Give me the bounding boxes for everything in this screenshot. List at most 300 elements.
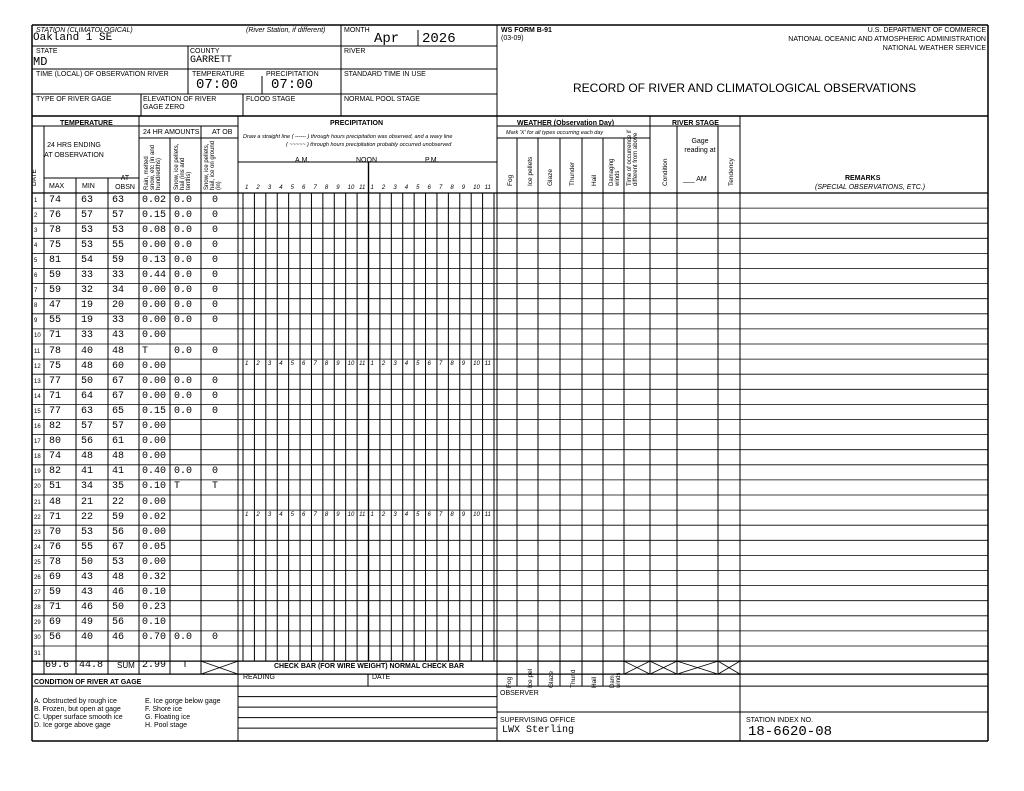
hrs-ending-header: 24 HRS ENDING AT OBSERVATION [44, 142, 104, 159]
row-date: 8 [34, 303, 38, 310]
hour-label: 6 [302, 185, 306, 191]
row-snow: T [174, 481, 181, 493]
row-min: 63 [81, 194, 94, 206]
hour-label: 3 [267, 512, 272, 519]
hour-label: 10 [473, 512, 480, 519]
hour-label: 6 [427, 512, 431, 519]
remarks-subheader: (SPECIAL OBSERVATIONS, ETC.) [815, 184, 926, 191]
row-rain: 0.02 [142, 511, 167, 523]
hour-label: 6 [302, 361, 306, 368]
row-snow-ground: 0 [212, 224, 219, 236]
condition-legend-right [145, 698, 221, 730]
row-rain: 0.05 [142, 541, 167, 553]
row-min: 33 [81, 270, 94, 281]
precipitation-time: 07:00 [271, 77, 314, 93]
row-min: 48 [81, 451, 94, 463]
row-date: 29 [34, 620, 41, 627]
hour-label: 1 [370, 361, 374, 368]
row-max: 59 [49, 270, 62, 281]
hour-label: 10 [347, 185, 355, 191]
row-snow-ground: 0 [212, 390, 219, 402]
hour-label: 10 [347, 361, 355, 368]
row-at-obsn: 67 [112, 375, 125, 387]
row-min: 50 [81, 556, 94, 568]
row-date: 1 [34, 197, 38, 204]
remarks-header: REMARKS [845, 175, 881, 182]
hour-label: 11 [484, 185, 491, 191]
at-ob-header: AT OB [212, 129, 233, 136]
row-at-obsn: 67 [112, 541, 125, 553]
row-max: 48 [49, 496, 62, 508]
row-date: 30 [34, 635, 41, 642]
standard-time-label: STANDARD TIME IN USE [344, 71, 426, 78]
legend-item: E. Ice gorge below gage [145, 698, 221, 705]
row-min: 33 [81, 330, 94, 342]
snow-ice-header: Snow, ice pellets, hail (ins and tenths) [174, 143, 192, 190]
sum-snow: T [182, 660, 189, 671]
snow-ground-header: Snow, ice pellets, hail, ice on ground (in) [204, 140, 222, 190]
row-at-obsn: 20 [112, 300, 125, 312]
row-rain: T [142, 345, 149, 357]
check-bar-label: CHECK BAR (FOR WIRE WEIGHT) NORMAL CHECK BAR [274, 663, 465, 670]
temperature-time: 07:00 [196, 77, 239, 93]
record-title: RECORD OF RIVER AND CLIMATOLOGICAL OBSERVATIONS [573, 81, 917, 95]
hour-label: 4 [404, 185, 409, 191]
row-at-obsn: 46 [112, 587, 125, 599]
hour-label: 4 [279, 512, 283, 519]
row-at-obsn: 59 [112, 511, 125, 523]
gage-am-header: ___ AM [683, 176, 707, 183]
hour-label: 7 [438, 185, 443, 191]
row-min: 53 [81, 239, 94, 251]
county-label: COUNTY [190, 48, 220, 55]
row-snow-ground: 0 [212, 345, 219, 357]
hour-label: 5 [290, 185, 294, 191]
row-rain: 0.00 [142, 436, 167, 448]
row-max: 81 [49, 254, 62, 266]
row-date: 14 [34, 393, 41, 400]
row-max: 77 [49, 405, 62, 417]
hour-label: 6 [427, 185, 431, 191]
river-stage-header: RIVER STAGE [672, 120, 719, 127]
row-min: 57 [81, 209, 94, 221]
hour-label: 11 [359, 185, 366, 191]
weather-header: WEATHER (Observation Day) [517, 120, 615, 127]
hour-label: 8 [324, 361, 329, 368]
legend-item: C. Upper surface smooth ice [34, 714, 123, 721]
row-min: 46 [81, 602, 94, 614]
row-date: 16 [34, 424, 41, 430]
hour-label: 7 [313, 512, 317, 519]
row-min: 22 [81, 511, 94, 523]
hour-label: 5 [290, 512, 294, 519]
row-date: 13 [34, 378, 41, 385]
row-max: 75 [49, 360, 62, 372]
hour-label: 4 [404, 512, 409, 519]
condition-legend-left [34, 698, 123, 730]
year-value: 2026 [422, 31, 456, 47]
row-at-obsn: 22 [112, 496, 125, 508]
row-min: 64 [81, 390, 94, 402]
row-rain: 0.15 [142, 405, 167, 417]
row-max: 76 [49, 541, 62, 553]
hour-label: 10 [347, 512, 355, 519]
row-snow: 0.0 [174, 632, 193, 644]
at-obsn-header: AT OBSN [115, 175, 135, 191]
supervising-value: LWX Sterling [502, 725, 575, 736]
hour-label: 9 [336, 185, 340, 191]
hour-label: 5 [416, 361, 420, 368]
max-header: MAX [49, 183, 65, 190]
row-date: 6 [34, 273, 38, 279]
hour-label: 7 [313, 185, 317, 191]
row-rain: 0.40 [142, 466, 167, 478]
row-rain: 0.70 [142, 632, 167, 644]
row-snow: 0.0 [174, 224, 193, 236]
row-at-obsn: 50 [112, 602, 125, 614]
row-rain: 0.10 [142, 587, 167, 599]
row-snow: 0.0 [174, 315, 193, 327]
precipitation-label: PRECIPITATION [266, 71, 319, 78]
state-value: MD [33, 55, 48, 69]
summary-ice-pel: Ice pel [527, 668, 534, 688]
row-min: 40 [81, 632, 94, 644]
state-label: STATE [36, 48, 58, 55]
row-date: 20 [34, 484, 41, 491]
row-max: 59 [49, 587, 62, 599]
legend-item: G. Floating ice [145, 714, 191, 721]
legend-item: B. Frozen, but open at gage [34, 706, 121, 713]
hour-label: 8 [450, 185, 454, 191]
avg-min: 44.8 [79, 660, 104, 671]
row-max: 74 [49, 451, 62, 463]
row-snow-ground: 0 [212, 285, 219, 297]
am-header: A.M. [295, 157, 310, 164]
row-at-obsn: 65 [112, 405, 125, 417]
row-rain: 0.32 [142, 572, 167, 583]
date-header: DATE [31, 169, 38, 186]
row-max: 76 [49, 209, 62, 221]
row-at-obsn: 59 [112, 254, 125, 266]
row-max: 78 [49, 345, 62, 357]
row-min: 21 [81, 496, 94, 508]
row-max: 71 [49, 511, 62, 523]
row-max: 71 [49, 330, 62, 342]
row-max: 74 [49, 194, 62, 206]
type-gage-label: TYPE OF RIVER GAGE [36, 96, 112, 103]
row-at-obsn: 67 [112, 390, 125, 402]
row-at-obsn: 57 [112, 209, 125, 221]
legend-item: F. Shore ice [145, 706, 182, 713]
row-snow: 0.0 [174, 209, 193, 221]
hour-label: 7 [313, 361, 317, 368]
hour-label: 3 [267, 185, 272, 191]
row-rain: 0.00 [142, 239, 167, 251]
hour-label: 2 [256, 185, 260, 191]
row-max: 70 [49, 526, 62, 538]
summary-date-label: DATE [372, 674, 391, 681]
hour-label: 9 [336, 361, 340, 368]
amounts-24hr-header: 24 HR AMOUNTS [143, 129, 200, 136]
hour-label: 2 [381, 512, 386, 519]
form-date: (03-09) [501, 35, 524, 42]
row-rain: 0.00 [142, 300, 167, 312]
row-snow-ground: 0 [212, 254, 219, 266]
pm-header: P.M. [425, 157, 439, 164]
row-snow: 0.0 [174, 239, 193, 251]
river-label: RIVER [344, 48, 366, 55]
row-min: 53 [81, 224, 94, 236]
row-rain: 0.23 [142, 602, 167, 614]
ice-pellets-header: Ice pellets [527, 156, 534, 186]
row-snow: 0.0 [174, 254, 193, 266]
row-rain: 0.00 [142, 315, 167, 327]
row-snow-ground: 0 [212, 194, 219, 206]
row-snow-ground: 0 [212, 300, 219, 312]
hour-label: 11 [484, 361, 491, 368]
hour-label: 1 [370, 512, 374, 519]
row-rain: 0.02 [142, 194, 167, 206]
county-value: GARRETT [190, 55, 233, 66]
hour-label: 3 [393, 361, 397, 368]
row-date: 27 [34, 590, 41, 597]
row-rain: 0.00 [142, 556, 167, 568]
hour-label: 3 [393, 512, 397, 519]
summary-thund: Thund [570, 669, 577, 688]
row-max: 77 [49, 375, 62, 387]
summary-hail: Hail [591, 676, 598, 688]
row-snow: 0.0 [174, 375, 193, 387]
row-date: 25 [34, 559, 41, 566]
row-at-obsn: 56 [112, 526, 125, 538]
row-at-obsn: 34 [112, 285, 125, 297]
sum-rain: 2.99 [142, 660, 167, 671]
sum-label: SUM [117, 661, 135, 670]
row-snow-ground: 0 [212, 239, 219, 251]
row-min: 34 [81, 481, 94, 493]
hour-label: 1 [370, 185, 374, 191]
row-min: 49 [81, 617, 94, 629]
damaging-winds-header: Damaging winds [609, 158, 621, 186]
row-min: 40 [81, 345, 94, 357]
row-rain: 0.00 [142, 451, 167, 463]
hour-label: 1 [245, 361, 249, 368]
row-at-obsn: 41 [112, 466, 125, 478]
hour-label: 11 [359, 361, 366, 368]
row-snow-ground: 0 [212, 375, 219, 387]
row-rain: 0.00 [142, 496, 167, 508]
hour-label: 11 [359, 512, 366, 519]
row-rain: 0.44 [142, 270, 167, 281]
hour-label: 5 [290, 361, 294, 368]
hour-label: 10 [473, 185, 480, 191]
row-date: 26 [34, 575, 41, 581]
row-at-obsn: 46 [112, 632, 125, 644]
row-at-obsn: 43 [112, 330, 125, 342]
row-min: 48 [81, 360, 94, 372]
weather-note: Mark 'X' for all types occurring each day [506, 130, 604, 136]
thunder-header: Thunder [569, 161, 576, 186]
hour-label: 1 [245, 512, 249, 519]
row-max: 56 [49, 632, 62, 644]
row-at-obsn: 60 [112, 360, 125, 372]
row-date: 19 [34, 469, 41, 476]
row-rain: 0.00 [142, 375, 167, 387]
hail-header: Hail [591, 174, 598, 186]
hour-label: 2 [256, 361, 260, 368]
row-snow-ground: 0 [212, 209, 219, 221]
row-rain: 0.15 [142, 209, 167, 221]
row-date: 24 [34, 544, 41, 551]
row-min: 57 [81, 421, 94, 432]
fog-header: Fog [507, 174, 514, 186]
row-rain: 0.00 [142, 526, 167, 538]
hour-label: 5 [416, 512, 420, 519]
row-snow-ground: 0 [212, 270, 219, 281]
row-min: 63 [81, 405, 94, 417]
row-at-obsn: 48 [112, 572, 125, 583]
row-date: 9 [34, 318, 38, 325]
hour-label: 9 [461, 361, 466, 368]
avg-max: 69.6 [45, 660, 70, 671]
min-header: MIN [82, 183, 95, 190]
row-rain: 0.10 [142, 481, 167, 493]
river-station-label: (River Station, if different) [246, 27, 326, 34]
hour-label: 4 [279, 185, 283, 191]
row-at-obsn: 61 [112, 436, 125, 448]
row-date: 23 [34, 529, 41, 536]
hour-label: 3 [267, 361, 272, 368]
row-max: 78 [49, 556, 62, 568]
hour-label: 6 [302, 512, 306, 519]
supervising-label: SUPERVISING OFFICE [500, 717, 576, 724]
row-min: 19 [81, 315, 94, 327]
row-date: 22 [34, 514, 41, 521]
temperature-header: TEMPERATURE [60, 120, 113, 127]
row-snow: 0.0 [174, 270, 193, 281]
time-obs-label: TIME (LOCAL) OF OBSERVATION RIVER [36, 71, 169, 78]
row-min: 41 [81, 466, 94, 478]
row-at-obsn: 57 [112, 421, 125, 432]
row-rain: 0.00 [142, 330, 167, 342]
summary-fog: Fog [506, 676, 513, 688]
row-date: 11 [34, 348, 41, 355]
row-snow: 0.0 [174, 300, 193, 312]
hour-label: 9 [461, 185, 466, 191]
summary-glaze: Glaze [548, 671, 555, 688]
row-date: 17 [34, 439, 41, 446]
tendency-header: Tendency [728, 158, 735, 186]
row-snow: 0.0 [174, 285, 193, 297]
row-min: 56 [81, 436, 94, 448]
hour-label: 8 [324, 185, 329, 191]
row-snow-ground: T [212, 481, 219, 493]
row-snow: 0.0 [174, 345, 193, 357]
row-max: 78 [49, 224, 62, 236]
row-max: 69 [49, 617, 62, 629]
hour-label: 1 [245, 185, 249, 191]
observer-label: OBSERVER [500, 690, 539, 697]
hour-label: 10 [473, 361, 480, 368]
hour-label: 8 [450, 361, 454, 368]
dept-line3: NATIONAL WEATHER SERVICE [882, 45, 986, 52]
row-min: 43 [81, 587, 94, 599]
row-date: 10 [34, 333, 41, 340]
elevation-label: ELEVATION OF RIVER GAGE ZERO [143, 96, 217, 111]
precip-instruction-2: ( ~~~~~ ) through hours precipitation probably occurred unobserved [286, 142, 452, 148]
dept-line2: NATIONAL OCEANIC AND ATMOSPHERIC ADMINISTRATION [788, 36, 986, 43]
precip-instruction-1: Draw a straight line ( ------ ) through hours precipitation was observed, and a wavy line [243, 134, 453, 140]
noon-header: NOON [356, 157, 377, 164]
dept-line1: U.S. DEPARTMENT OF COMMERCE [867, 27, 986, 34]
row-at-obsn: 33 [112, 270, 125, 281]
row-snow: 0.0 [174, 466, 193, 478]
summary-dam-winds: Dam winds [610, 672, 622, 688]
row-min: 50 [81, 375, 94, 387]
hour-label: 9 [461, 512, 466, 519]
row-max: 82 [49, 421, 62, 432]
row-max: 51 [49, 481, 62, 493]
row-rain: 0.00 [142, 390, 167, 402]
hour-label: 2 [381, 361, 386, 368]
hour-label: 9 [336, 512, 340, 519]
row-date: 28 [34, 605, 41, 612]
row-date: 3 [34, 227, 38, 234]
condition-label: CONDITION OF RIVER AT GAGE [34, 679, 142, 686]
rain-header: Rain, melted snow, etc (in and hundredths) [144, 144, 162, 190]
station-label: STATION (CLIMATOLOGICAL) [36, 27, 133, 34]
row-rain: 0.00 [142, 360, 167, 372]
time-occurrence-header: Time of occurrence if different from above [627, 130, 639, 186]
row-at-obsn: 33 [112, 315, 125, 327]
row-max: 71 [49, 602, 62, 614]
row-rain: 0.08 [142, 224, 167, 236]
row-min: 55 [81, 541, 94, 553]
station-value: Oakland 1 SE [33, 32, 113, 44]
row-max: 82 [49, 466, 62, 478]
month-value: Apr [374, 31, 400, 47]
row-date: 15 [34, 408, 41, 415]
row-at-obsn: 35 [112, 481, 125, 493]
row-at-obsn: 48 [112, 345, 125, 357]
gage-reading-header: Gage reading at [684, 138, 716, 154]
row-date: 18 [34, 454, 41, 461]
row-min: 32 [81, 285, 94, 297]
row-rain: 0.10 [142, 617, 167, 629]
hour-label: 2 [256, 512, 260, 519]
precipitation-header: PRECIPITATION [330, 120, 384, 127]
hour-label: 5 [416, 185, 420, 191]
row-snow: 0.0 [174, 405, 193, 417]
hour-label: 8 [450, 512, 454, 519]
row-rain: 0.00 [142, 421, 167, 432]
row-at-obsn: 53 [112, 224, 125, 236]
row-max: 71 [49, 390, 62, 402]
row-snow-ground: 0 [212, 405, 219, 417]
month-label: MONTH [344, 27, 370, 34]
row-at-obsn: 55 [112, 239, 125, 251]
normal-pool-label: NORMAL POOL STAGE [344, 96, 420, 103]
form-id: WS FORM B-91 [501, 27, 552, 34]
row-date: 5 [34, 257, 38, 264]
row-snow-ground: 0 [212, 315, 219, 327]
hour-label: 11 [484, 512, 491, 519]
hour-label: 6 [427, 361, 431, 368]
hour-label: 7 [438, 361, 443, 368]
temperature-label: TEMPERATURE [192, 71, 245, 78]
glaze-header: Glaze [547, 169, 554, 186]
hour-label: 3 [393, 185, 397, 191]
